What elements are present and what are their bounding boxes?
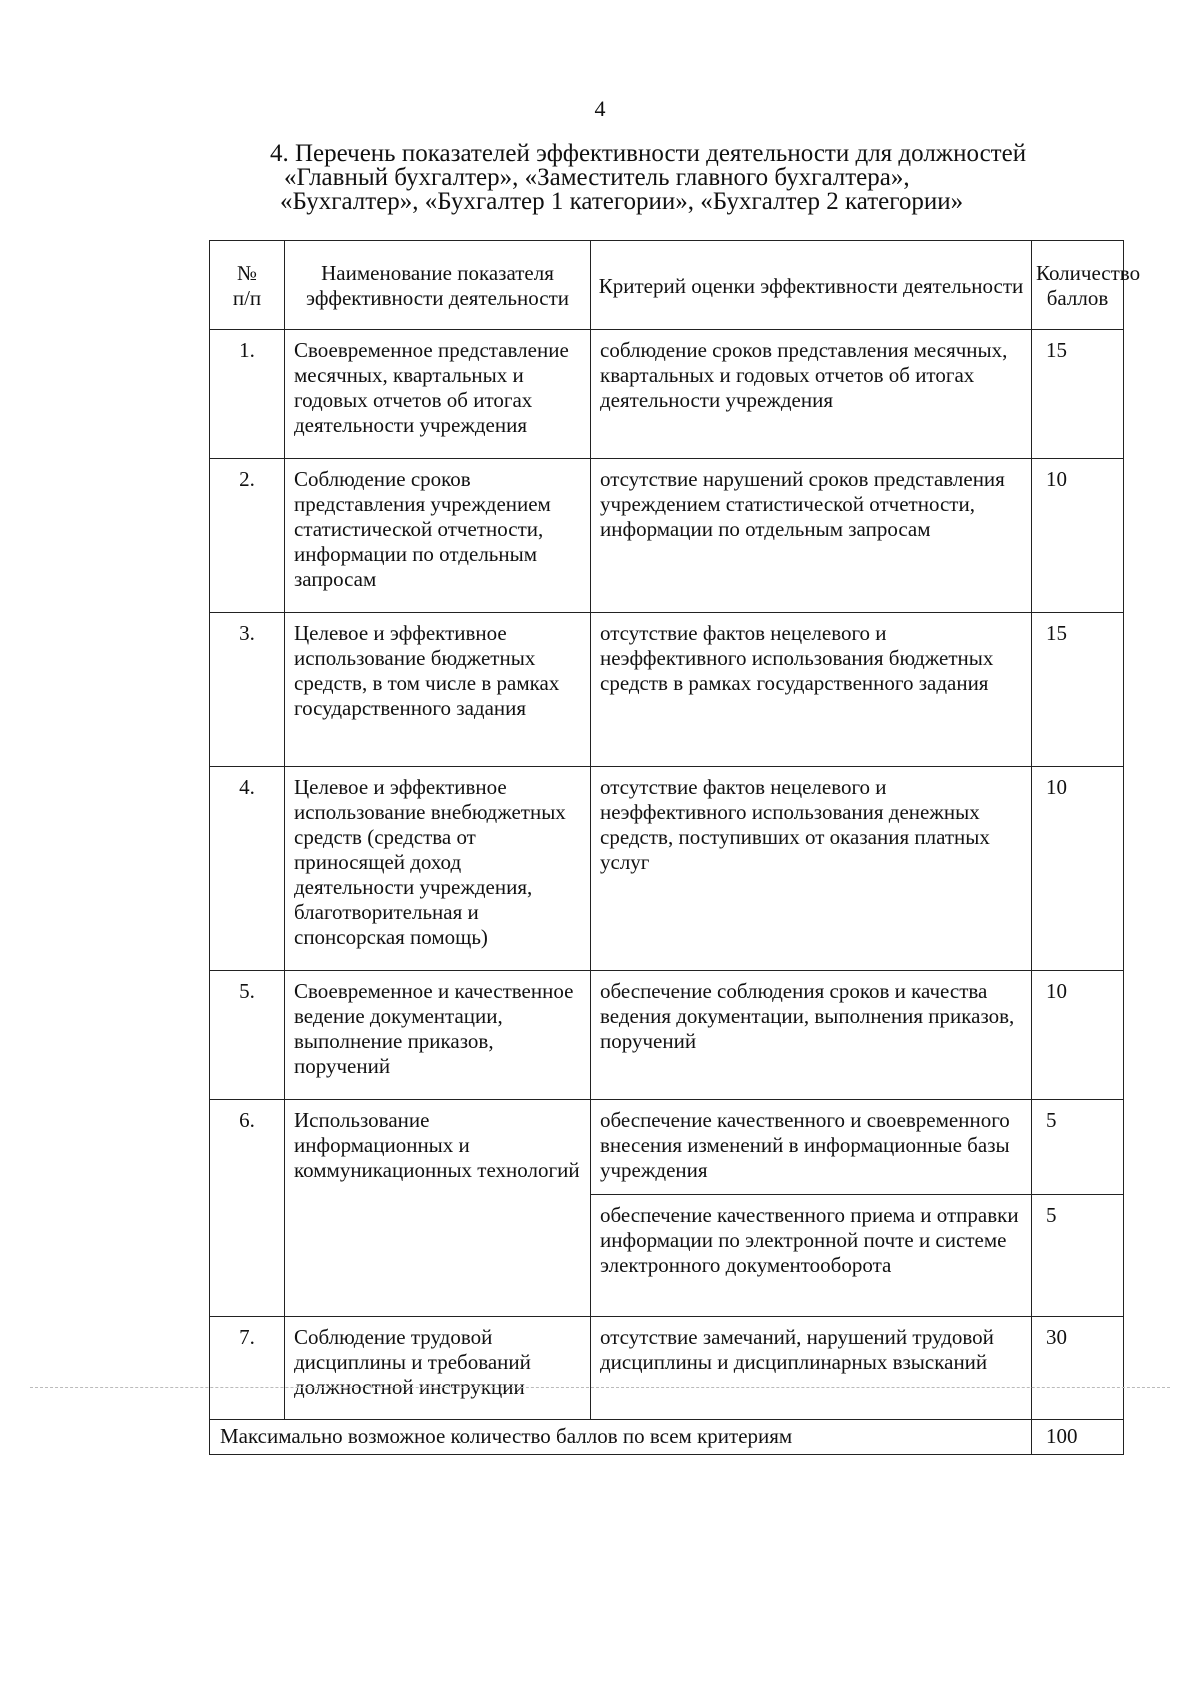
table-header-row	[210, 241, 1124, 330]
row-number: 4.	[210, 767, 285, 971]
header-name: Наименование показателя эффективности деятельности	[285, 241, 591, 330]
table-row	[210, 330, 1124, 459]
title-line-3: «Бухгалтер», «Бухгалтер 1 категории», «Бухгалтер 2 категории»	[280, 188, 964, 215]
indicator-points: 5	[1032, 1100, 1124, 1195]
row-number: 7.	[210, 1317, 285, 1420]
section-title	[270, 142, 1130, 214]
indicator-name: Целевое и эффективное использование внебюджетных средств (средства от приносящей доход деятельности учреждения, благотворительная и спонсорская помощь)	[285, 767, 591, 971]
title-line-1: 4. Перечень показателей эффективности деятельности для должностей	[270, 140, 1027, 167]
indicator-criterion: обеспечение качественного приема и отправки информации по электронной почте и системе электронного документооборота	[591, 1195, 1032, 1317]
indicator-name: Целевое и эффективное использование бюджетных средств, в том числе в рамках государственного задания	[285, 613, 591, 767]
indicator-points: 10	[1032, 971, 1124, 1100]
indicator-points: 5	[1032, 1195, 1124, 1317]
indicator-points: 15	[1032, 613, 1124, 767]
indicator-criterion: соблюдение сроков представления месячных, квартальных и годовых отчетов об итогах деятельности учреждения	[591, 330, 1032, 459]
indicator-criterion: обеспечение соблюдения сроков и качества ведения документации, выполнения приказов, поручений	[591, 971, 1032, 1100]
indicator-criterion: отсутствие фактов нецелевого и неэффективного использования бюджетных средств в рамках государственного задания	[591, 613, 1032, 767]
criteria-table	[209, 240, 1141, 1455]
indicator-criterion: отсутствие фактов нецелевого и неэффективного использования денежных средств, поступивших от оказания платных услуг	[591, 767, 1032, 971]
indicator-points: 30	[1032, 1317, 1124, 1420]
table-row	[210, 459, 1124, 613]
table-row	[210, 1317, 1124, 1420]
title-line-2: «Главный бухгалтер», «Заместитель главного бухгалтера»,	[284, 164, 910, 191]
table-row	[210, 613, 1124, 767]
indicator-name: Соблюдение трудовой дисциплины и требований должностной инструкции	[285, 1317, 591, 1420]
indicator-criterion: обеспечение качественного и своевременного внесения изменений в информационные базы учреждения	[591, 1100, 1032, 1195]
total-value: 100	[1032, 1420, 1124, 1455]
table-row	[210, 1100, 1124, 1195]
row-number: 5.	[210, 971, 285, 1100]
scan-artifact-line	[30, 1387, 1170, 1389]
total-label: Максимально возможное количество баллов по всем критериям	[210, 1420, 1032, 1455]
indicator-criterion: отсутствие нарушений сроков представления учреждением статистической отчетности, информации по отдельным запросам	[591, 459, 1032, 613]
header-num: № п/п	[210, 241, 285, 330]
header-points: Количество баллов	[1032, 241, 1124, 330]
row-number: 1.	[210, 330, 285, 459]
indicator-name: Соблюдение сроков представления учреждением статистической отчетности, информации по отдельным запросам	[285, 459, 591, 613]
page-number: 4	[594, 96, 606, 121]
row-number: 2.	[210, 459, 285, 613]
table-row	[210, 767, 1124, 971]
indicator-points: 10	[1032, 459, 1124, 613]
total-row	[210, 1420, 1124, 1455]
indicator-name: Использование информационных и коммуникационных технологий	[285, 1100, 591, 1317]
indicator-criterion: отсутствие замечаний, нарушений трудовой дисциплины и дисциплинарных взысканий	[591, 1317, 1032, 1420]
row-number: 6.	[210, 1100, 285, 1317]
row-number: 3.	[210, 613, 285, 767]
indicator-name: Своевременное представление месячных, квартальных и годовых отчетов об итогах деятельности учреждения	[285, 330, 591, 459]
indicator-points: 15	[1032, 330, 1124, 459]
indicator-name: Своевременное и качественное ведение документации, выполнение приказов, поручений	[285, 971, 591, 1100]
indicator-points: 10	[1032, 767, 1124, 971]
table-row	[210, 971, 1124, 1100]
header-criterion: Критерий оценки эффективности деятельности	[591, 241, 1032, 330]
